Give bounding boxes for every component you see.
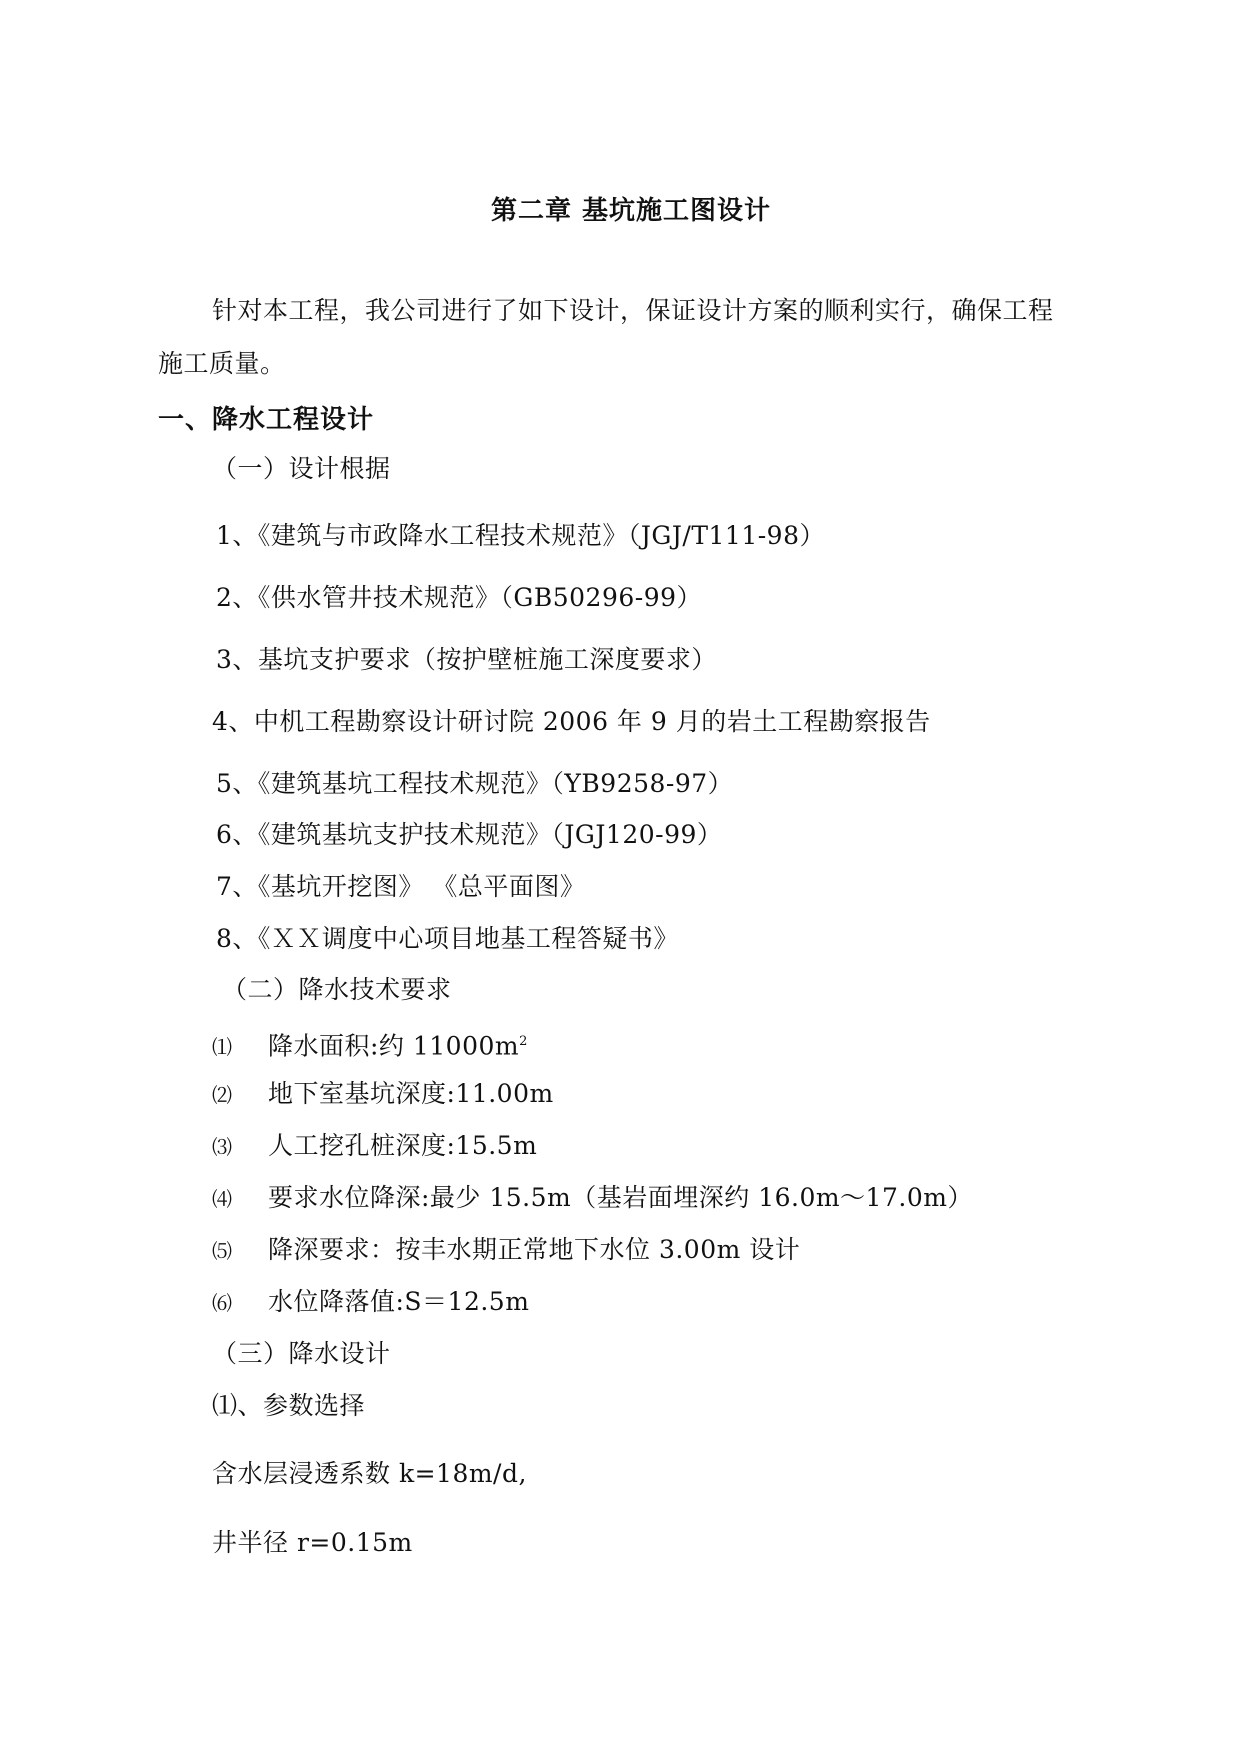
item-text: 降深要求：按丰水期正常地下水位 3.00m 设计 <box>268 1235 801 1264</box>
item-number: ⑶ <box>212 1135 233 1159</box>
requirement-item-1 <box>212 1026 528 1063</box>
subsection-heading-design-basis: （一）设计根据 <box>212 454 391 483</box>
permeability-coefficient-line: 含水层浸透系数 k=18m/d, <box>212 1459 527 1488</box>
requirement-item-3 <box>212 1130 537 1163</box>
item-text: 要求水位降深:最少 15.5m（基岩面埋深约 16.0m～17.0m） <box>268 1183 973 1212</box>
requirement-item-4 <box>212 1182 973 1215</box>
item-text: 降水面积:约 11000m <box>268 1031 520 1061</box>
item-number: ⑴ <box>212 1035 233 1060</box>
basis-item-5: 5、《建筑基坑工程技术规范》（YB9258-97） <box>216 769 734 798</box>
parameter-selection-heading: ⑴、参数选择 <box>212 1391 366 1420</box>
intro-paragraph-line-1: 针对本工程，我公司进行了如下设计，保证设计方案的顺利实行，确保工程 <box>212 296 1054 325</box>
basis-item-6: 6、《建筑基坑支护技术规范》（JGJ120-99） <box>216 820 723 849</box>
basis-item-3: 3、基坑支护要求（按护壁桩施工深度要求） <box>216 645 717 674</box>
requirement-item-6 <box>212 1286 529 1319</box>
item-text: 人工挖孔桩深度:15.5m <box>268 1131 538 1160</box>
section-heading-dewatering: 一、降水工程设计 <box>158 405 375 435</box>
intro-paragraph-line-2: 施工质量。 <box>158 349 286 378</box>
basis-item-1: 1、《建筑与市政降水工程技术规范》（JGJ/T111-98） <box>216 521 825 550</box>
subsection-heading-dewatering-design: （三）降水设计 <box>212 1339 391 1368</box>
requirement-item-5 <box>212 1234 800 1267</box>
basis-item-7: 7、《基坑开挖图》 《总平面图》 <box>216 872 586 901</box>
item-number: ⑵ <box>212 1083 233 1107</box>
item-number: ⑸ <box>212 1239 233 1263</box>
basis-item-2: 2、《供水管井技术规范》（GB50296-99） <box>216 583 703 612</box>
item-text: 地下室基坑深度:11.00m <box>268 1079 554 1108</box>
item-number: ⑷ <box>212 1187 233 1211</box>
requirement-item-2 <box>212 1078 554 1111</box>
well-radius-line: 井半径 r=0.15m <box>212 1528 413 1557</box>
superscript: 2 <box>519 1034 528 1049</box>
chapter-title: 第二章 基坑施工图设计 <box>491 196 772 226</box>
subsection-heading-tech-requirements: （二）降水技术要求 <box>222 975 452 1004</box>
basis-item-8: 8、《ＸＸ调度中心项目地基工程答疑书》 <box>216 924 679 953</box>
item-number: ⑹ <box>212 1291 233 1315</box>
basis-item-4: 4、中机工程勘察设计研讨院 2006 年 9 月的岩土工程勘察报告 <box>212 707 931 736</box>
item-text: 水位降落值:S＝12.5m <box>268 1287 530 1316</box>
